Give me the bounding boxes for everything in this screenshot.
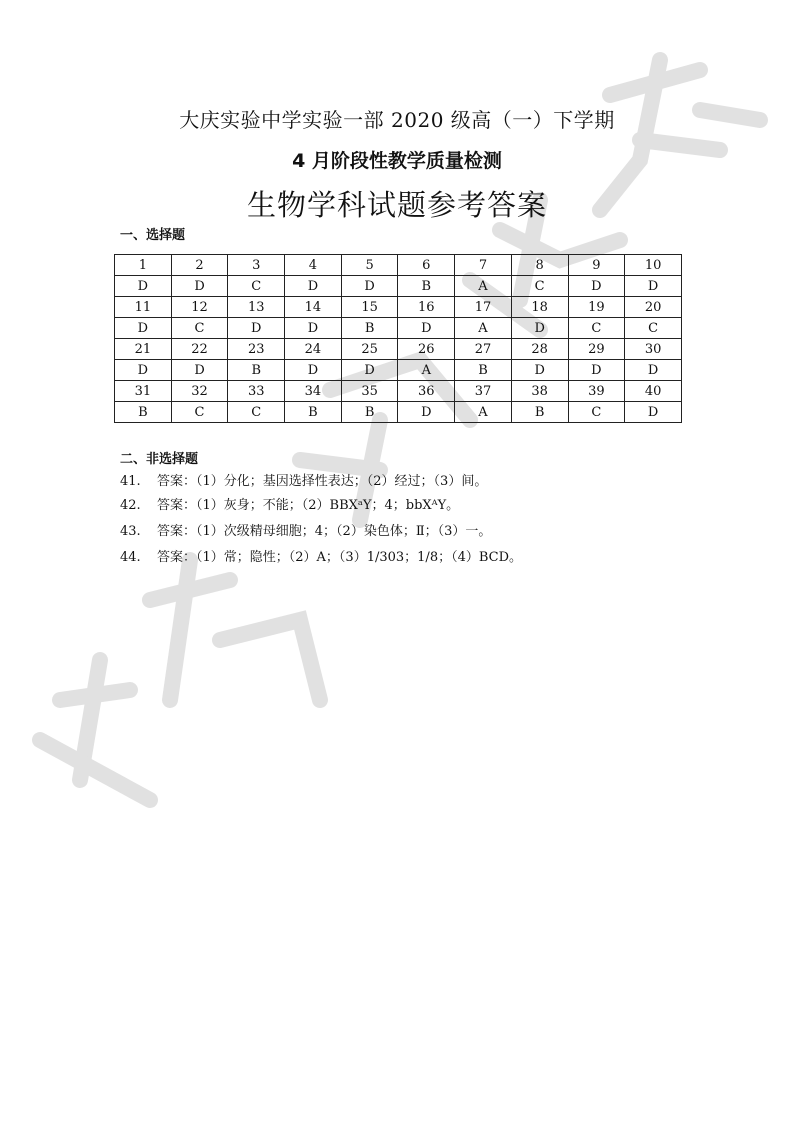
question-number-cell: 34: [285, 381, 342, 402]
answer-cell: D: [625, 360, 682, 381]
answer-cell: C: [511, 276, 568, 297]
question-number-cell: 2: [171, 255, 228, 276]
question-number-cell: 17: [455, 297, 512, 318]
table-row-answers: [115, 360, 682, 381]
answer-cell: B: [455, 360, 512, 381]
question-number-cell: 25: [341, 339, 398, 360]
answer-cell: C: [171, 402, 228, 423]
question-number-cell: 27: [455, 339, 512, 360]
question-number-cell: 15: [341, 297, 398, 318]
question-number-cell: 26: [398, 339, 455, 360]
question-number-cell: 24: [285, 339, 342, 360]
answer-item-number: 43.: [120, 524, 141, 539]
answer-cell: D: [341, 276, 398, 297]
answer-item-41: [120, 470, 487, 489]
answer-item-number: 42.: [120, 498, 141, 513]
answer-item-43: [120, 520, 491, 539]
question-number-cell: 11: [115, 297, 172, 318]
question-number-cell: 32: [171, 381, 228, 402]
question-number-cell: 30: [625, 339, 682, 360]
answer-cell: B: [228, 360, 285, 381]
question-number-cell: 40: [625, 381, 682, 402]
answer-cell: D: [228, 318, 285, 339]
answer-cell: D: [171, 276, 228, 297]
answer-cell: D: [568, 360, 625, 381]
answer-item-number: 41.: [120, 474, 141, 489]
answer-cell: D: [171, 360, 228, 381]
answer-cell: C: [171, 318, 228, 339]
answer-cell: C: [568, 318, 625, 339]
answer-cell: B: [398, 276, 455, 297]
answer-cell: A: [455, 276, 512, 297]
table-row-numbers: [115, 381, 682, 402]
question-number-cell: 20: [625, 297, 682, 318]
answer-cell: D: [511, 318, 568, 339]
question-number-cell: 13: [228, 297, 285, 318]
question-number-cell: 3: [228, 255, 285, 276]
question-number-cell: 22: [171, 339, 228, 360]
question-number-cell: 12: [171, 297, 228, 318]
answer-cell: D: [398, 402, 455, 423]
question-number-cell: 23: [228, 339, 285, 360]
question-number-cell: 14: [285, 297, 342, 318]
answer-cell: D: [115, 276, 172, 297]
answer-cell: B: [511, 402, 568, 423]
question-number-cell: 8: [511, 255, 568, 276]
answer-item-text: 答案：（1）常；隐性；（2）A；（3）1/303；1/8；（4）BCD。: [157, 550, 523, 565]
question-number-cell: 9: [568, 255, 625, 276]
question-number-cell: 38: [511, 381, 568, 402]
question-number-cell: 28: [511, 339, 568, 360]
question-number-cell: 29: [568, 339, 625, 360]
school-title: 大庆实验中学实验一部 2020 级高（一）下学期: [179, 108, 615, 132]
question-number-cell: 37: [455, 381, 512, 402]
answer-cell: B: [341, 402, 398, 423]
question-number-cell: 5: [341, 255, 398, 276]
answer-cell: D: [341, 360, 398, 381]
choice-section-heading: 一、选择题: [120, 228, 186, 243]
answer-cell: D: [115, 318, 172, 339]
answer-cell: C: [228, 402, 285, 423]
answer-cell: C: [625, 318, 682, 339]
answer-cell: A: [398, 360, 455, 381]
question-number-cell: 7: [455, 255, 512, 276]
question-number-cell: 16: [398, 297, 455, 318]
question-number-cell: 19: [568, 297, 625, 318]
answer-cell: C: [568, 402, 625, 423]
document-title: 生物学科试题参考答案: [246, 188, 547, 222]
answer-item-text: 答案：（1）次级精母细胞；4；（2）染色体；Ⅱ；（3）一。: [157, 524, 492, 539]
answer-cell: A: [455, 402, 512, 423]
table-row-answers: [115, 276, 682, 297]
question-number-cell: 10: [625, 255, 682, 276]
question-number-cell: 36: [398, 381, 455, 402]
answer-cell: C: [228, 276, 285, 297]
answer-cell: B: [115, 402, 172, 423]
table-row-answers: [115, 402, 682, 423]
question-number-cell: 39: [568, 381, 625, 402]
answer-cell: D: [285, 360, 342, 381]
answer-cell: D: [285, 318, 342, 339]
answer-cell: D: [568, 276, 625, 297]
answer-cell: B: [341, 318, 398, 339]
answer-cell: D: [285, 276, 342, 297]
answer-cell: D: [625, 402, 682, 423]
answer-item-text: 答案：（1）分化；基因选择性表达；（2）经过；（3）间。: [157, 474, 488, 489]
question-number-cell: 35: [341, 381, 398, 402]
table-row-answers: [115, 318, 682, 339]
question-number-cell: 4: [285, 255, 342, 276]
table-row-numbers: [115, 297, 682, 318]
answer-cell: D: [511, 360, 568, 381]
answer-cell: D: [398, 318, 455, 339]
question-number-cell: 31: [115, 381, 172, 402]
question-number-cell: 21: [115, 339, 172, 360]
answer-cell: D: [625, 276, 682, 297]
nonchoice-section-heading: 二、非选择题: [120, 452, 199, 467]
table-row-numbers: [115, 339, 682, 360]
table-row-numbers: [115, 255, 682, 276]
answer-item-number: 44.: [120, 550, 141, 565]
answer-cell: B: [285, 402, 342, 423]
question-number-cell: 18: [511, 297, 568, 318]
exam-title: 4 月阶段性教学质量检测: [292, 150, 502, 172]
question-number-cell: 33: [228, 381, 285, 402]
question-number-cell: 1: [115, 255, 172, 276]
answer-table: [114, 254, 682, 423]
answer-item-44: [120, 546, 522, 565]
answer-cell: A: [455, 318, 512, 339]
answer-item-text: 答案：（1）灰身；不能；（2）BBXᵃY；4；bbXᴬY。: [157, 498, 460, 513]
answer-cell: D: [115, 360, 172, 381]
answer-item-42: [120, 494, 459, 513]
question-number-cell: 6: [398, 255, 455, 276]
